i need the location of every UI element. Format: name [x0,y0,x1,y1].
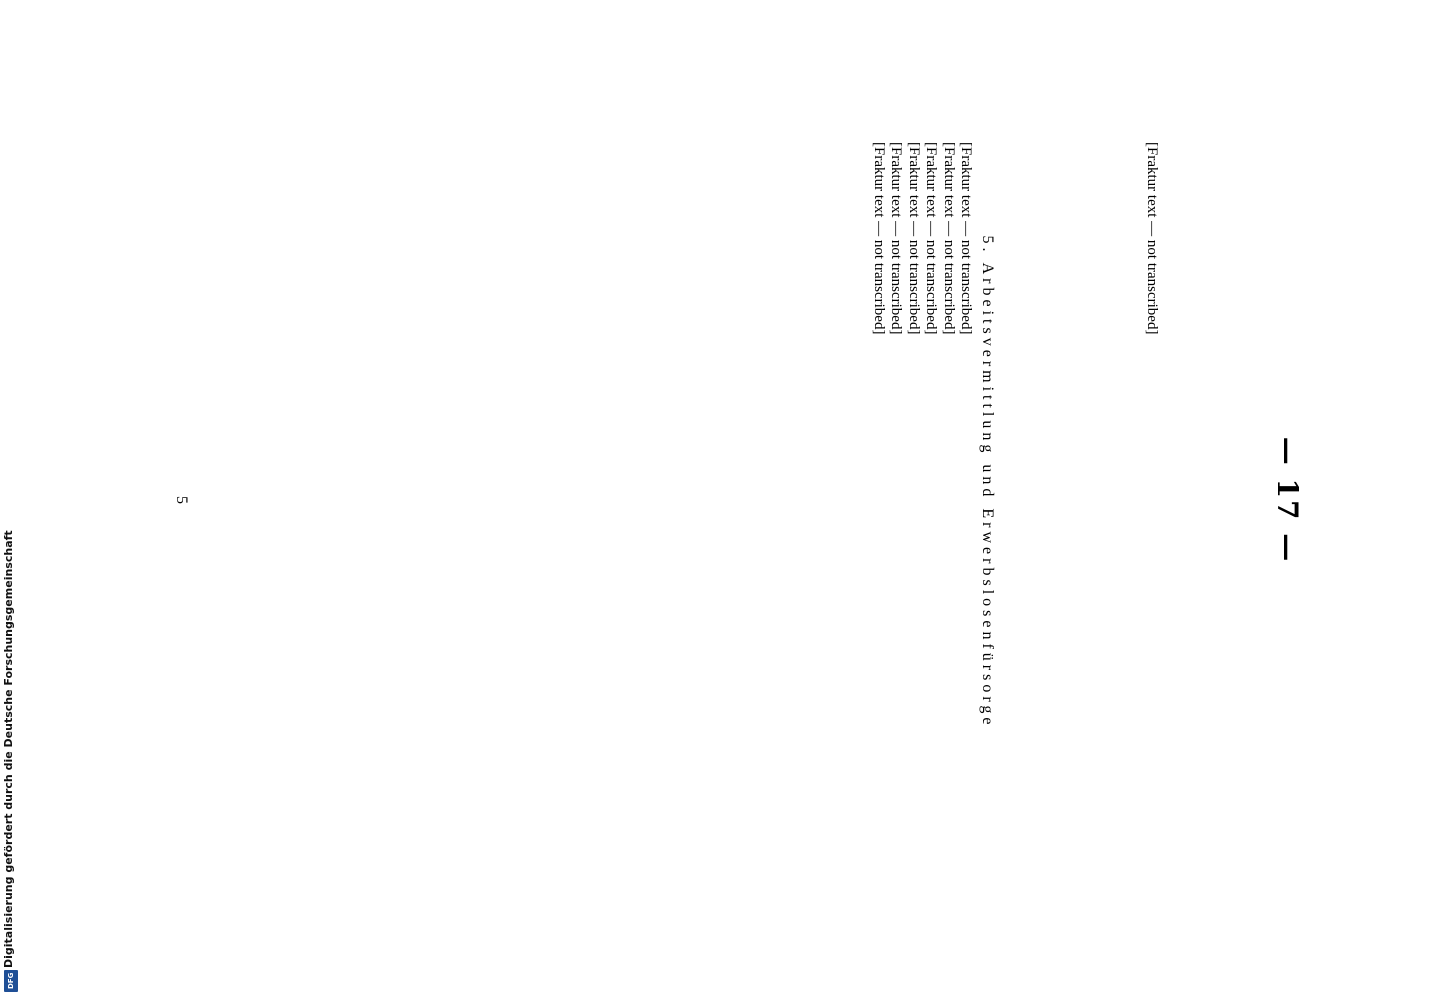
page-header: — 17 — [1271,436,1304,564]
page-content [130,0,1310,1000]
paragraph: [Fraktur text — not transcribed] [923,142,940,335]
paragraph: [Fraktur text — not transcribed] [888,142,905,335]
page-number: 5 [173,496,190,504]
dfg-logo-icon: DFG [4,970,18,992]
paragraph: [Fraktur text — not transcribed] [905,142,922,335]
digitization-credit: Digitalisierung gefördert durch die Deutsche Forschungsgemeinschaft [2,530,15,968]
paragraph: [Fraktur text — not transcribed] [958,142,974,335]
rotated-page [130,0,1310,1000]
paragraph: [Fraktur text — not transcribed] [1144,142,1160,335]
digitization-credit-strip [0,0,24,1000]
section-heading: 5. Arbeitsvermittlung und Erwerbslosenfürsorge [979,235,996,729]
paragraph: [Fraktur text — not transcribed] [940,142,957,335]
paragraph-block-1 [1144,142,1160,822]
paragraph-block-2 [871,142,974,822]
paragraph: [Fraktur text — not transcribed] [870,142,887,335]
